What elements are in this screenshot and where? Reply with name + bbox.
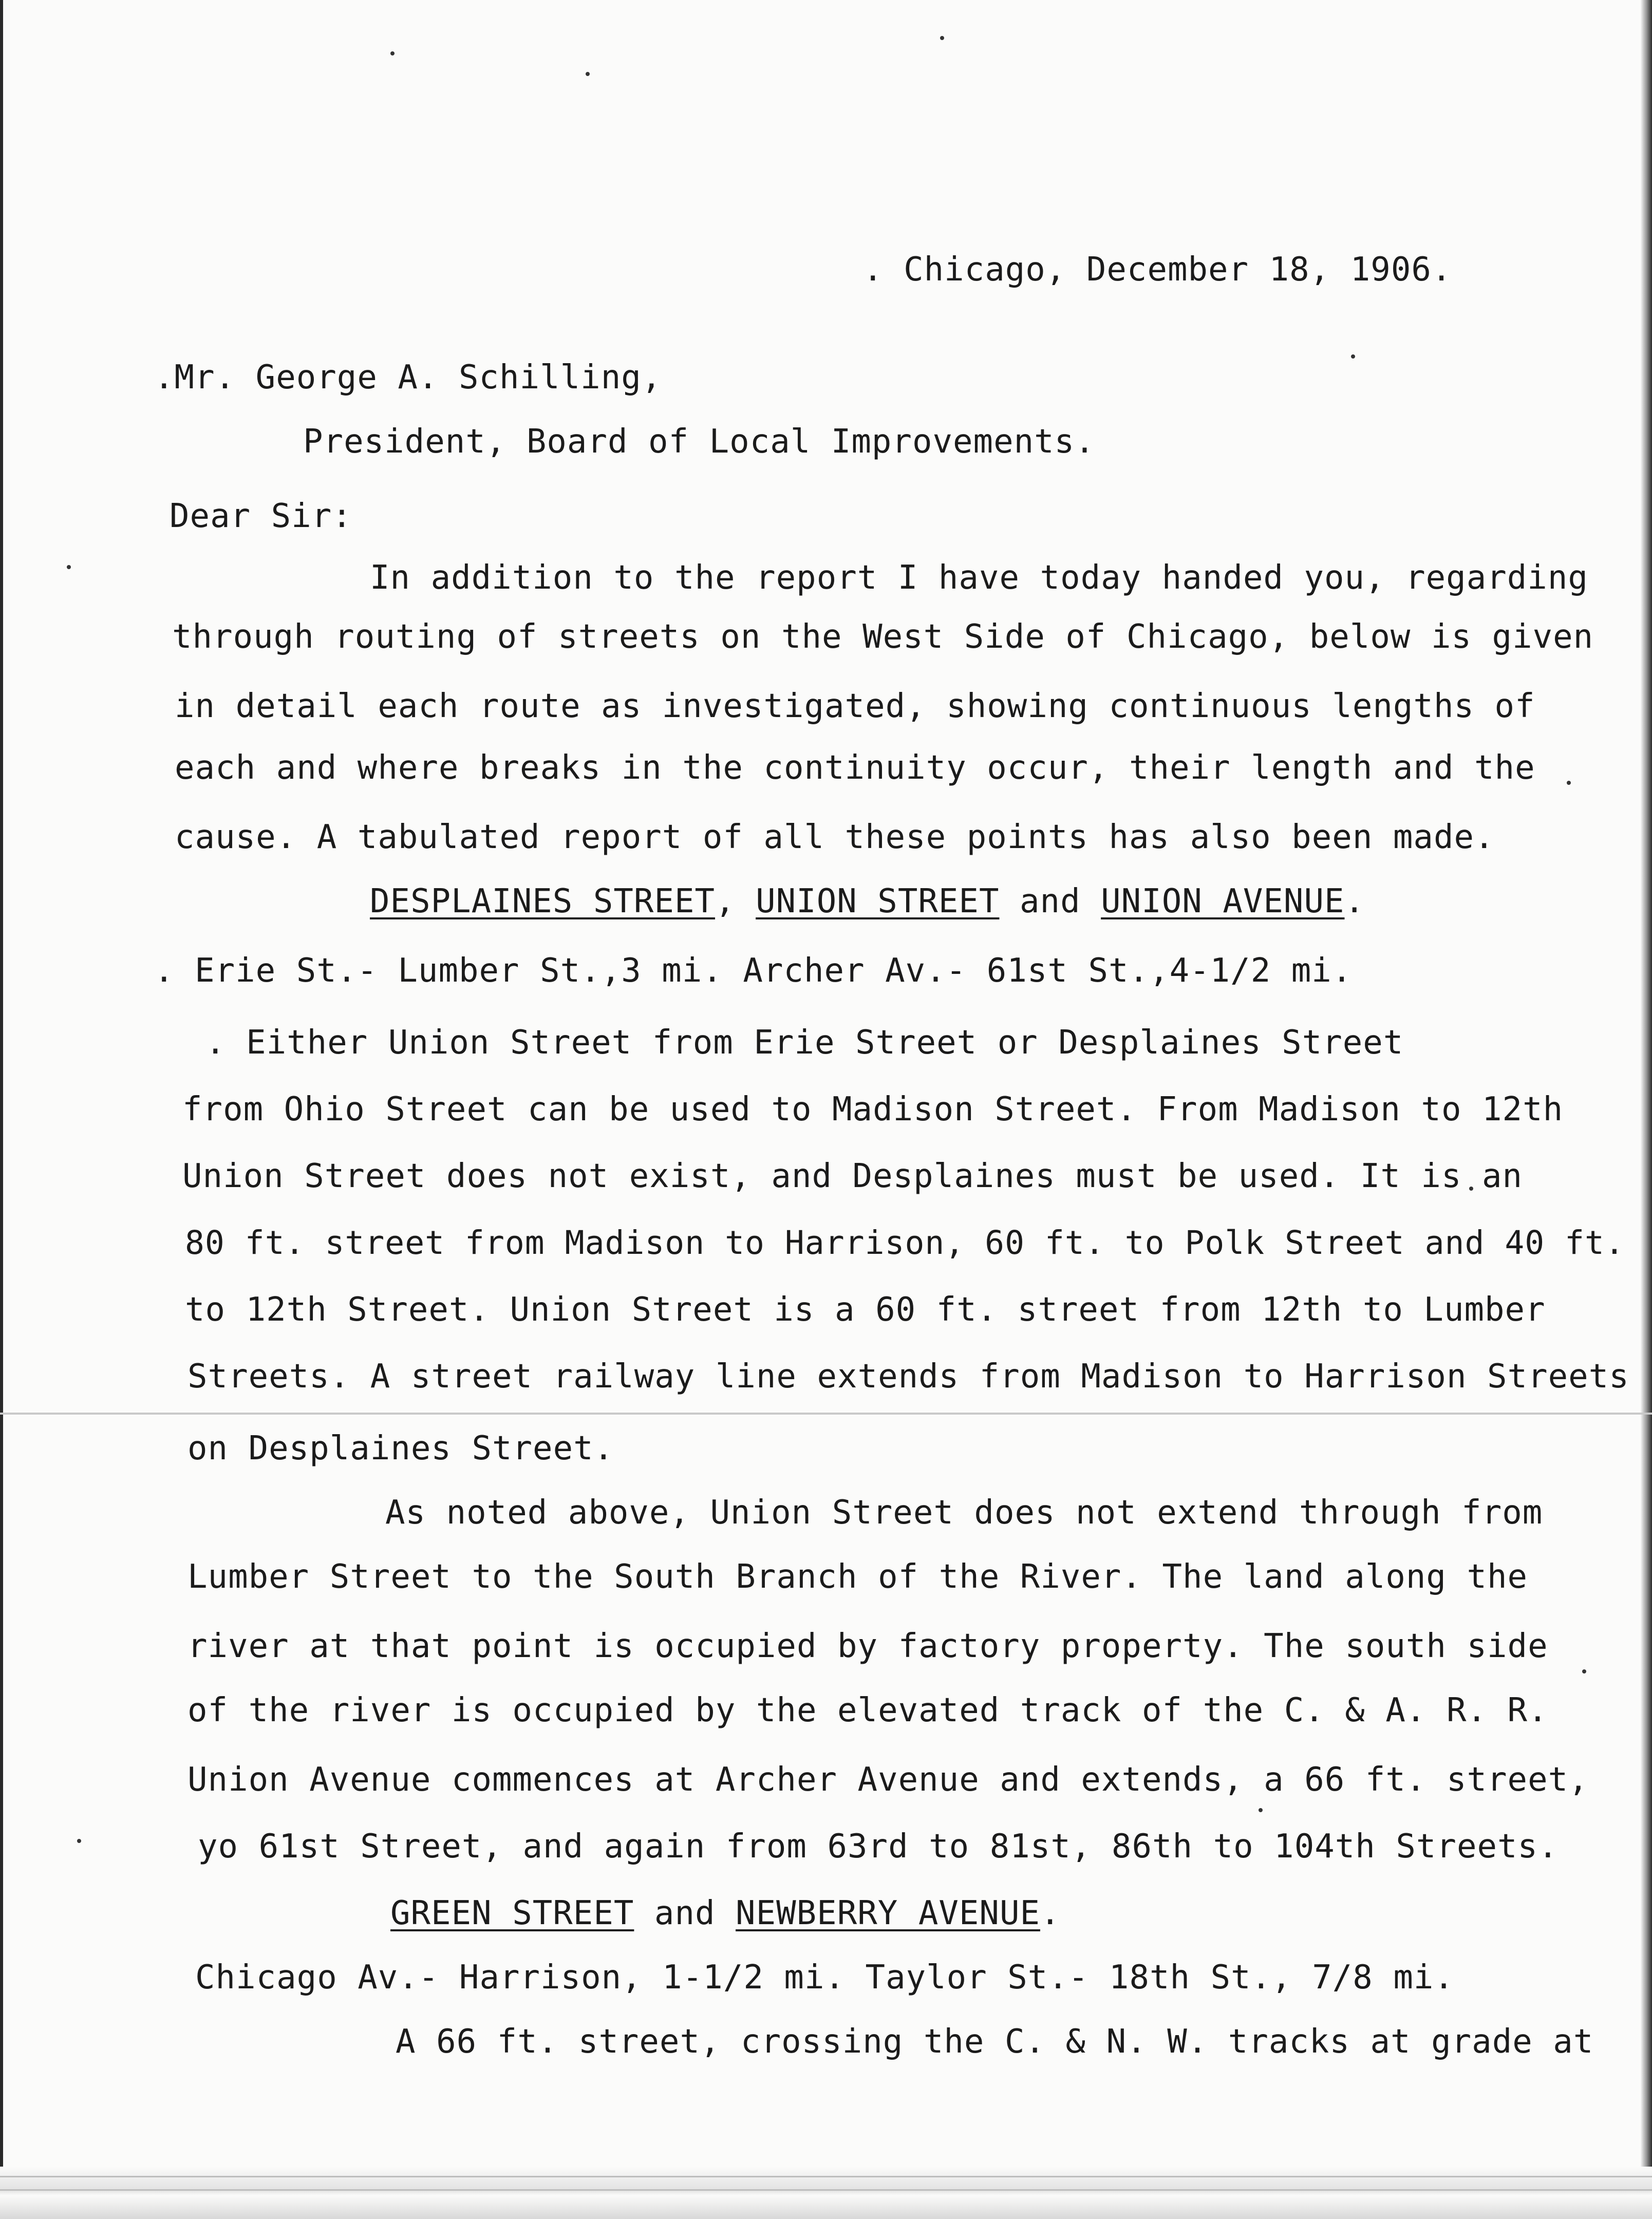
film-rule bbox=[0, 2189, 1652, 2191]
scan-speck bbox=[67, 565, 71, 569]
body-line: . Either Union Street from Erie Street or Desplaines Street bbox=[205, 1024, 1404, 1062]
scan-speck bbox=[1567, 781, 1571, 785]
salutation: Dear Sir: bbox=[170, 497, 352, 535]
film-rule bbox=[0, 2176, 1652, 2177]
scan-speck bbox=[1351, 354, 1355, 359]
body-line: on Desplaines Street. bbox=[187, 1430, 614, 1468]
route-lengths: Chicago Av.- Harrison, 1-1/2 mi. Taylor St.- 18th St., 7/8 mi. bbox=[195, 1959, 1454, 1997]
scan-seam bbox=[0, 1413, 1652, 1415]
heading-union-avenue: UNION AVENUE bbox=[1101, 882, 1345, 920]
heading-union-street: UNION STREET bbox=[756, 882, 1000, 920]
recipient-title: President, Board of Local Improvements. bbox=[303, 423, 1095, 461]
body-line: of the river is occupied by the elevated track of the C. & A. R. R. bbox=[187, 1691, 1548, 1729]
body-line: Lumber Street to the South Branch of the River. The land along the bbox=[187, 1558, 1528, 1596]
body-line: from Ohio Street can be used to Madison Street. From Madison to 12th bbox=[182, 1090, 1564, 1129]
heading-desplaines-street: DESPLAINES STREET bbox=[370, 882, 716, 920]
film-bottom-band bbox=[0, 2167, 1652, 2219]
section-heading-green-newberry: GREEN STREET and NEWBERRY AVENUE. bbox=[390, 1894, 1061, 1932]
body-line: Union Avenue commences at Archer Avenue and extends, a 66 ft. street, bbox=[187, 1761, 1589, 1799]
body-line: 80 ft. street from Madison to Harrison, 60 ft. to Polk Street and 40 ft. bbox=[185, 1224, 1625, 1262]
section-heading-desplaines-union: DESPLAINES STREET, UNION STREET and UNION AVENUE. bbox=[370, 882, 1365, 920]
route-lengths: . Erie St.- Lumber St.,3 mi. Archer Av.- 61st St.,4-1/2 mi. bbox=[154, 952, 1353, 990]
scan-speck bbox=[586, 72, 590, 76]
body-line: Union Street does not exist, and Desplaines must be used. It is an bbox=[182, 1157, 1523, 1195]
scan-speck bbox=[1259, 1808, 1263, 1812]
film-edge-left bbox=[0, 0, 3, 2219]
scan-speck bbox=[940, 36, 944, 40]
body-line: A 66 ft. street, crossing the C. & N. W. tracks at grade at bbox=[396, 2023, 1594, 2061]
intro-line: In addition to the report I have today handed you, regarding bbox=[370, 559, 1588, 597]
body-line: As noted above, Union Street does not extend through from bbox=[385, 1494, 1543, 1532]
body-line: Streets. A street railway line extends from Madison to Harrison Streets bbox=[187, 1358, 1629, 1396]
dateline: . Chicago, December 18, 1906. bbox=[863, 251, 1452, 289]
heading-green-street: GREEN STREET bbox=[390, 1894, 634, 1932]
body-line: yo 61st Street, and again from 63rd to 81st, 86th to 104th Streets. bbox=[198, 1828, 1559, 1866]
intro-line: in detail each route as investigated, showing continuous lengths of bbox=[175, 687, 1535, 725]
intro-line: through routing of streets on the West Side of Chicago, below is given bbox=[172, 618, 1594, 656]
scan-speck bbox=[1582, 1669, 1586, 1673]
heading-newberry-avenue: NEWBERRY AVENUE bbox=[736, 1894, 1040, 1932]
scan-speck bbox=[390, 51, 395, 55]
body-line: river at that point is occupied by factory property. The south side bbox=[187, 1627, 1548, 1665]
scan-speck bbox=[77, 1839, 81, 1843]
recipient-name: .Mr. George A. Schilling, bbox=[154, 359, 662, 397]
intro-line: cause. A tabulated report of all these points has also been made. bbox=[175, 818, 1495, 856]
intro-line: each and where breaks in the continuity occur, their length and the bbox=[175, 749, 1535, 787]
film-edge-right bbox=[1641, 0, 1652, 2219]
body-line: to 12th Street. Union Street is a 60 ft. street from 12th to Lumber bbox=[185, 1291, 1546, 1329]
